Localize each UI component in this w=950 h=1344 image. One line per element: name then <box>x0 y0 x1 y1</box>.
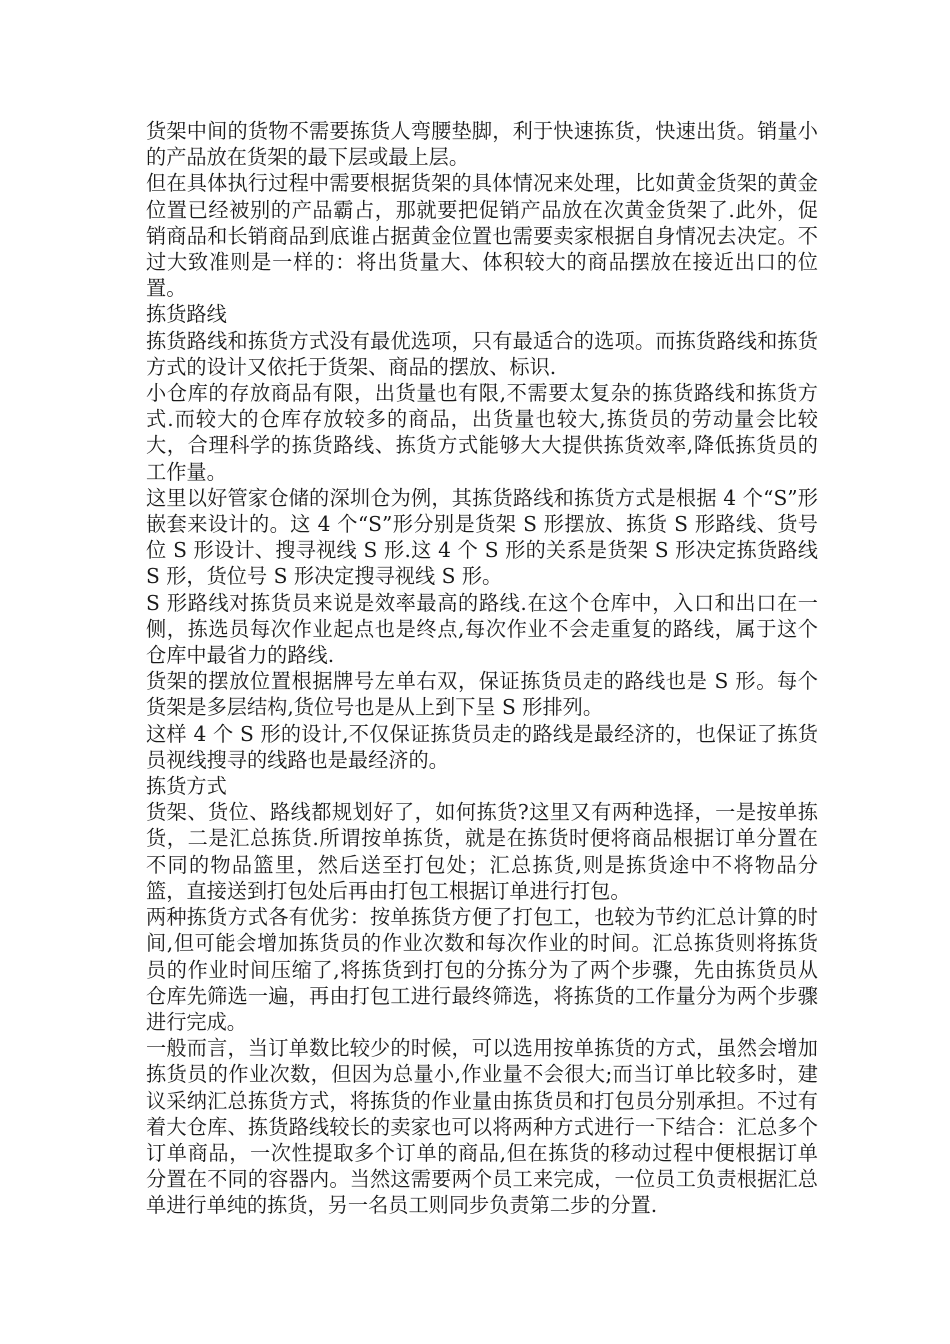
paragraph-warehouse-size: 小仓库的存放商品有限，出货量也有限,不需要太复杂的拣货路线和拣货方式.而较大的仓库存放较多的商品，出货量也较大,拣货员的劳动量会比较大，合理科学的拣货路线、拣货方式能够大大提供拣货效率,降低拣货员的工作量。 <box>146 381 818 484</box>
paragraph-shelf-middle: 货架中间的货物不需要拣货人弯腰垫脚，利于快速拣货，快速出货。销量小的产品放在货架的最下层或最上层。 <box>146 119 818 170</box>
paragraph-golden-position: 但在具体执行过程中需要根据货架的具体情况来处理，比如黄金货架的黄金位置已经被别的产品霸占，那就要把促销产品放在次黄金货架了.此外，促销商品和长销商品到底谁占据黄金位置也需要卖家根据自身情况去决定。不过大致准则是一样的：将出货量大、体积较大的商品摆放在接近出口的位置。 <box>146 171 818 301</box>
paragraph-recommendation: 一般而言，当订单数比较少的时候，可以选用按单拣货的方式，虽然会增加拣货员的作业次数，但因为总量小,作业量不会很大;而当订单比较多时，建议采纳汇总拣货方式，将拣货的作业量由拣货员和打包员分别承担。不过有着大仓库、拣货路线较长的卖家也可以将两种方式进行一下结合：汇总多个订单商品，一次性提取多个订单的商品,但在拣货的移动过程中便根据订单分置在不同的容器内。当然这需要两个员工来完成，一位员工负责根据汇总单进行单纯的拣货，另一名员工则同步负责第二步的分置. <box>146 1036 818 1218</box>
paragraph-four-s-shapes: 这里以好管家仓储的深圳仓为例，其拣货路线和拣货方式是根据 4 个“S”形嵌套来设计的。这 4 个“S”形分别是货架 S 形摆放、拣货 S 形路线、货号位 S 形设计、搜寻视线 S 形.这 4 个 S 形的关系是货架 S 形决定拣货路线 S 形，货位号 S 形决定搜寻视线 S 形。 <box>146 485 818 589</box>
document-body <box>146 118 818 1219</box>
paragraph-pros-cons: 两种拣货方式各有优劣：按单拣货方便了打包工，也较为节约汇总计算的时间,但可能会增加拣货员的作业次数和每次作业的时间。汇总拣货则将拣货员的作业时间压缩了,将拣货到打包的分拣分为了两个步骤，先由拣货员从仓库先筛选一遍，再由打包工进行最终筛选，将拣货的工作量分为两个步骤进行完成。 <box>146 905 818 1034</box>
heading-picking-method: 拣货方式 <box>146 774 227 799</box>
paragraph-s-route: S 形路线对拣货员来说是效率最高的路线.在这个仓库中，入口和出口在一侧，拣选员每次作业起点也是终点,每次作业不会走重复的路线，属于这个仓库中最省力的路线. <box>146 590 818 668</box>
paragraph-shelf-placement: 货架的摆放位置根据牌号左单右双，保证拣货员走的路线也是 S 形。每个货架是多层结构,货位号也是从上到下呈 S 形排列。 <box>146 669 818 720</box>
paragraph-route-intro: 拣货路线和拣货方式没有最优选项，只有最适合的选项。而拣货路线和拣货方式的设计又依托于货架、商品的摆放、标识. <box>146 328 818 379</box>
paragraph-two-methods: 货架、货位、路线都规划好了，如何拣货?这里又有两种选择，一是按单拣货，二是汇总拣货.所谓按单拣货，就是在拣货时便将商品根据订单分置在不同的物品篮里，然后送至打包处；汇总拣货,则是拣货途中不将物品分篮，直接送到打包处后再由打包工根据订单进行打包。 <box>146 800 818 903</box>
paragraph-s-design-summary: 这样 4 个 S 形的设计,不仅保证拣货员走的路线是最经济的，也保证了拣货员视线搜寻的线路也是最经济的。 <box>146 721 818 772</box>
heading-picking-route: 拣货路线 <box>146 302 227 327</box>
